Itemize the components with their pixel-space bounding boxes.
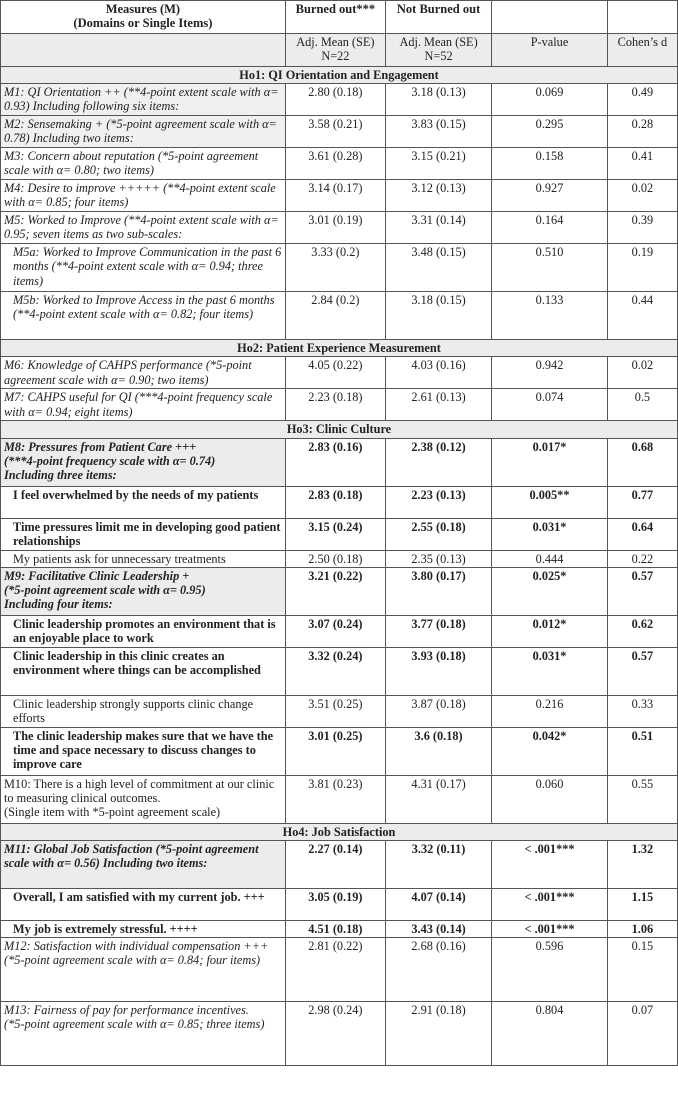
table-row: M3: Concern about reputation (*5-point agreement scale with α= 0.80; two items) 3.61 (0.28) 3.15 (0.21) 0.158 0.41 [1, 148, 678, 180]
table-row: M12: Satisfaction with individual compensation +++ (*5-point agreement scale with α= 0.84; four items) 2.81 (0.22) 2.68 (0.16) 0.596 0.15 [1, 938, 678, 1002]
table-row: My patients ask for unnecessary treatments 2.50 (0.18) 2.35 (0.13) 0.444 0.22 [1, 550, 678, 567]
table-row: M10: There is a high level of commitment at our clinic to measuring clinical outcomes. (Single item with *5-point agreement scale) 3.81 (0.23) 4.31 (0.17) 0.060 0.55 [1, 775, 678, 823]
table-row: M11: Global Job Satisfaction (*5-point agreement scale with α= 0.56) Including two items: 2.27 (0.14) 3.32 (0.11) < .001*** 1.32 [1, 841, 678, 889]
table-row: M1: QI Orientation ++ (**4-point extent scale with α= 0.93) Including following six items: 2.80 (0.18) 3.18 (0.13) 0.069 0.49 [1, 84, 678, 116]
header-not-burned-out-mean: Adj. Mean (SE) N=52 [385, 34, 491, 67]
table-row: My job is extremely stressful. ++++ 4.51 (0.18) 3.43 (0.14) < .001*** 1.06 [1, 921, 678, 938]
header-burned-out: Burned out*** [285, 1, 385, 34]
section-ho1: Ho1: QI Orientation and Engagement [1, 67, 678, 84]
header-not-burned-out: Not Burned out [385, 1, 491, 34]
table-row: I feel overwhelmed by the needs of my patients 2.83 (0.18) 2.23 (0.13) 0.005** 0.77 [1, 486, 678, 518]
table-row: M5a: Worked to Improve Communication in the past 6 months (**4-point extent scale with α= 0.94; three items) 3.33 (0.2) 3.48 (0.15) 0.510 0.19 [1, 244, 678, 292]
section-ho4: Ho4: Job Satisfaction [1, 823, 678, 840]
table-row: Overall, I am satisfied with my current job. +++ 3.05 (0.19) 4.07 (0.14) < .001*** 1.15 [1, 889, 678, 921]
header-burned-out-mean: Adj. Mean (SE) N=22 [285, 34, 385, 67]
header-measures: Measures (M) (Domains or Single Items) [1, 1, 286, 34]
table-row: The clinic leadership makes sure that we have the time and space necessary to discuss changes to improve care 3.01 (0.25) 3.6 (0.18) 0.042* 0.51 [1, 727, 678, 775]
table-row: M4: Desire to improve +++++ (**4-point extent scale with α= 0.85; four items) 3.14 (0.17) 3.12 (0.13) 0.927 0.02 [1, 180, 678, 212]
table-row: M9: Facilitative Clinic Leadership + (*5-point agreement scale with α= 0.95) Including four items: 3.21 (0.22) 3.80 (0.17) 0.025* 0.57 [1, 567, 678, 615]
table-row: Clinic leadership strongly supports clinic change efforts 3.51 (0.25) 3.87 (0.18) 0.216 0.33 [1, 695, 678, 727]
table-row: M8: Pressures from Patient Care +++ (***4-point frequency scale with α= 0.74) Including three items: 2.83 (0.16) 2.38 (0.12) 0.017* 0.68 [1, 438, 678, 486]
table-row: Time pressures limit me in developing good patient relationships 3.15 (0.24) 2.55 (0.18) 0.031* 0.64 [1, 518, 678, 550]
table-row: Clinic leadership in this clinic creates an environment where things can be accomplished 3.32 (0.24) 3.93 (0.18) 0.031* 0.57 [1, 647, 678, 695]
section-ho3: Ho3: Clinic Culture [1, 421, 678, 438]
header-cohens-d: Cohen’s d [607, 34, 677, 67]
table-row: Clinic leadership promotes an environment that is an enjoyable place to work 3.07 (0.24) 3.77 (0.18) 0.012* 0.62 [1, 615, 678, 647]
header-p-value: P-value [492, 34, 608, 67]
table-row: M7: CAHPS useful for QI (***4-point frequency scale with α= 0.94; eight items) 2.23 (0.18) 2.61 (0.13) 0.074 0.5 [1, 389, 678, 421]
table-row: M13: Fairness of pay for performance incentives. (*5-point agreement scale with α= 0.85; three items) 2.98 (0.24) 2.91 (0.18) 0.804 0.07 [1, 1002, 678, 1066]
table-row: M6: Knowledge of CAHPS performance (*5-point agreement scale with α= 0.90; two items) 4.05 (0.22) 4.03 (0.16) 0.942 0.02 [1, 357, 678, 389]
table-row: M5b: Worked to Improve Access in the past 6 months (**4-point extent scale with α= 0.82; four items) 2.84 (0.2) 3.18 (0.15) 0.133 0.44 [1, 292, 678, 340]
table-row: M5: Worked to Improve (**4-point extent scale with α= 0.95; seven items as two sub-scales: 3.01 (0.19) 3.31 (0.14) 0.164 0.39 [1, 212, 678, 244]
table-row: M2: Sensemaking + (*5-point agreement scale with α= 0.78) Including two items: 3.58 (0.21) 3.83 (0.15) 0.295 0.28 [1, 116, 678, 148]
section-ho2: Ho2: Patient Experience Measurement [1, 340, 678, 357]
